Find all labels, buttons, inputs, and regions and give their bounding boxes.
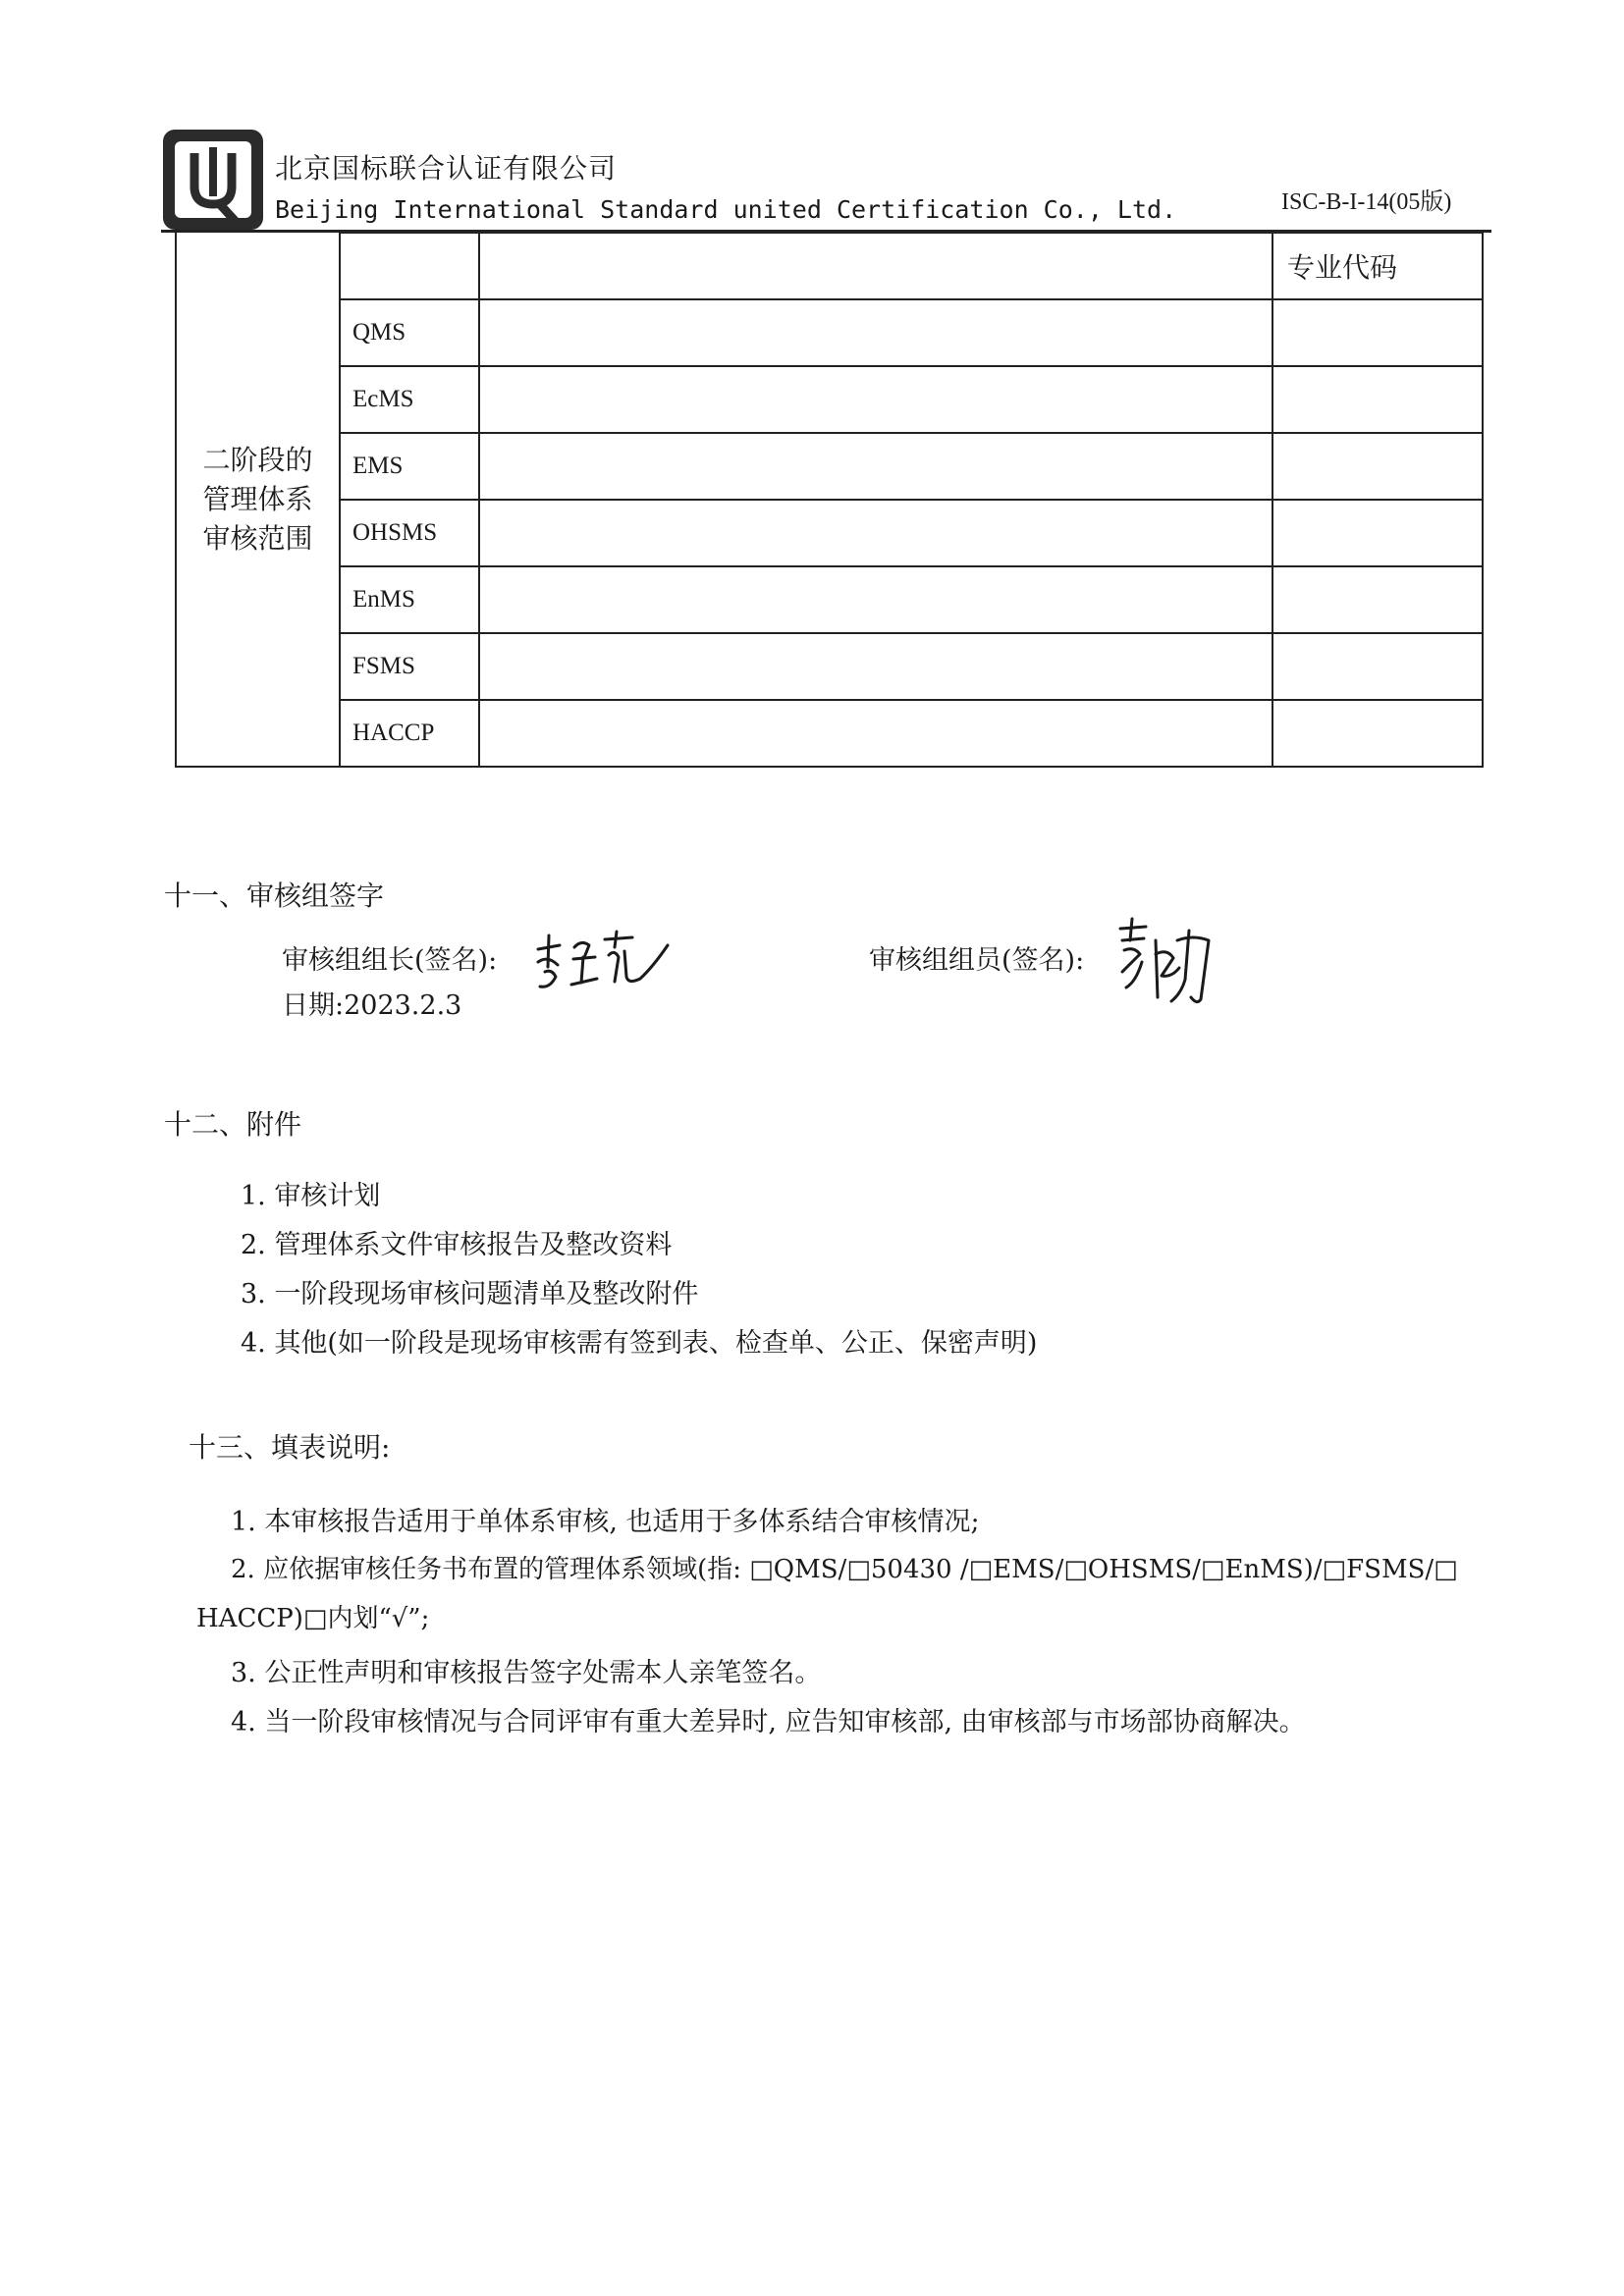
system-name: OHSMS bbox=[340, 500, 479, 566]
attachment-item: 3. 一阶段现场审核问题清单及整改附件 bbox=[241, 1279, 699, 1309]
section-13-title: 十三、填表说明: bbox=[189, 1431, 391, 1464]
instruction-item: 3. 公正性声明和审核报告签字处需本人亲笔签名。 bbox=[231, 1658, 822, 1688]
scope-cell bbox=[479, 566, 1272, 633]
code-cell bbox=[1272, 566, 1483, 633]
system-name: FSMS bbox=[340, 633, 479, 700]
system-name: EnMS bbox=[340, 566, 479, 633]
system-name: QMS bbox=[340, 299, 479, 366]
member-signature bbox=[1114, 911, 1222, 1009]
table-row bbox=[176, 700, 1483, 767]
header-blank-cell bbox=[479, 233, 1272, 299]
section-12-title: 十二、附件 bbox=[164, 1108, 302, 1141]
system-name: HACCP bbox=[340, 700, 479, 767]
header-blank-cell bbox=[340, 233, 479, 299]
instruction-item: 4. 当一阶段审核情况与合同评审有重大差异时, 应告知审核部, 由审核部与市场部协商解决。 bbox=[231, 1707, 1306, 1737]
instruction-item: 2. 应依据审核任务书布置的管理体系领域(指: □QMS/□50430 /□EMS/□OHSMS/□EnMS)/□FSMS/□ bbox=[231, 1555, 1458, 1584]
table-row bbox=[176, 366, 1483, 433]
system-name: EMS bbox=[340, 433, 479, 500]
document-code: ISC-B-I-14(05版) bbox=[1281, 189, 1452, 215]
scope-cell bbox=[479, 500, 1272, 566]
table-row bbox=[176, 566, 1483, 633]
scope-cell bbox=[479, 433, 1272, 500]
code-cell bbox=[1272, 700, 1483, 767]
member-signature-label: 审核组组员(签名): bbox=[869, 945, 1085, 976]
attachment-item: 4. 其他(如一阶段是现场审核需有签到表、检查单、公正、保密声明) bbox=[241, 1328, 1038, 1359]
category-label-line: 审核范围 bbox=[202, 521, 313, 555]
company-name-cn: 北京国标联合认证有限公司 bbox=[275, 152, 618, 185]
code-cell bbox=[1272, 433, 1483, 500]
company-logo bbox=[161, 128, 265, 232]
section-11-title: 十一、审核组签字 bbox=[164, 880, 385, 912]
category-label-line: 二阶段的 bbox=[202, 443, 313, 476]
signature-date: 日期:2023.2.3 bbox=[282, 990, 462, 1021]
code-cell bbox=[1272, 299, 1483, 366]
scope-category-cell bbox=[176, 233, 340, 767]
code-cell bbox=[1272, 366, 1483, 433]
attachment-item: 2. 管理体系文件审核报告及整改资料 bbox=[241, 1230, 673, 1260]
code-header: 专业代码 bbox=[1272, 233, 1483, 299]
instruction-item: 1. 本审核报告适用于单体系审核, 也适用于多体系结合审核情况; bbox=[231, 1507, 980, 1537]
scope-cell bbox=[479, 366, 1272, 433]
table-header-row bbox=[176, 233, 1483, 299]
instruction-item-continued: HACCP)□内划“√”; bbox=[196, 1604, 430, 1633]
table-row bbox=[176, 500, 1483, 566]
audit-scope-table bbox=[175, 232, 1484, 768]
attachment-item: 1. 审核计划 bbox=[241, 1181, 381, 1211]
system-name: EcMS bbox=[340, 366, 479, 433]
table-row bbox=[176, 633, 1483, 700]
scope-cell bbox=[479, 700, 1272, 767]
scope-cell bbox=[479, 633, 1272, 700]
table-row bbox=[176, 299, 1483, 366]
scope-cell bbox=[479, 299, 1272, 366]
company-name-en: Beijing International Standard united Certification Co., Ltd. bbox=[275, 195, 1177, 224]
leader-signature-label: 审核组组长(签名): bbox=[282, 945, 498, 976]
table-row bbox=[176, 433, 1483, 500]
leader-signature bbox=[530, 928, 673, 996]
category-label-line: 管理体系 bbox=[202, 482, 313, 515]
code-cell bbox=[1272, 500, 1483, 566]
code-cell bbox=[1272, 633, 1483, 700]
